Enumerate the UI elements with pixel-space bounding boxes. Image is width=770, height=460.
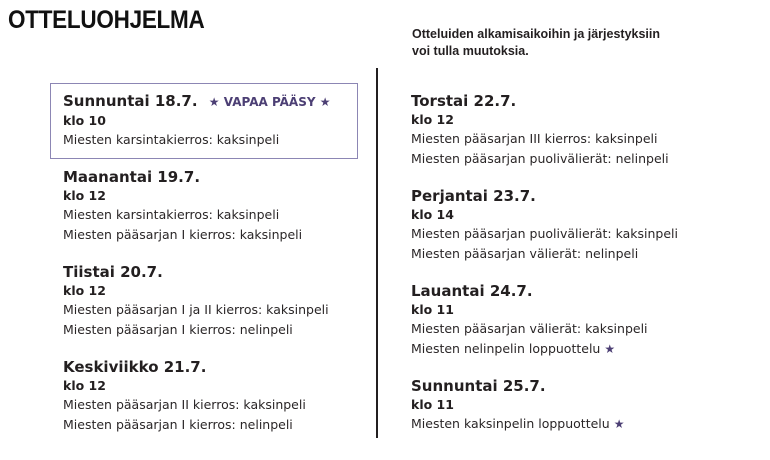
match-item-label: Miesten kaksinpelin loppuottelu bbox=[411, 416, 610, 431]
day-block bbox=[411, 281, 751, 359]
day-date: Sunnuntai 18.7. bbox=[63, 92, 198, 110]
match-item: Miesten pääsarjan III kierros: kaksinpeli bbox=[411, 131, 658, 146]
match-item: Miesten pääsarjan välierät: nelinpeli bbox=[411, 246, 639, 261]
match-item: Miesten pääsarjan I kierros: nelinpeli bbox=[63, 322, 293, 337]
day-time: klo 12 bbox=[63, 378, 106, 393]
day-block bbox=[63, 262, 363, 340]
day-heading: Perjantai 23.7. bbox=[411, 187, 536, 205]
day-heading: Tiistai 20.7. bbox=[63, 263, 163, 281]
match-item: Miesten pääsarjan I kierros: nelinpeli bbox=[63, 417, 293, 432]
match-item: Miesten pääsarjan välierät: kaksinpeli bbox=[411, 321, 648, 336]
match-item: Miesten pääsarjan I ja II kierros: kaksinpeli bbox=[63, 302, 329, 317]
page-title: OTTELUOHJELMA bbox=[8, 6, 205, 34]
day-heading: Maanantai 19.7. bbox=[63, 168, 201, 186]
day-time: klo 11 bbox=[411, 397, 454, 412]
star-icon: ★ bbox=[604, 342, 616, 356]
schedule-column-left bbox=[63, 91, 363, 452]
day-time: klo 14 bbox=[411, 207, 454, 222]
day-block bbox=[63, 167, 363, 245]
match-item: Miesten pääsarjan I kierros: kaksinpeli bbox=[63, 227, 303, 242]
day-heading: Lauantai 24.7. bbox=[411, 282, 533, 300]
match-item: Miesten pääsarjan puolivälierät: nelinpeli bbox=[411, 151, 669, 166]
match-item: Miesten pääsarjan puolivälierät: kaksinpeli bbox=[411, 226, 678, 241]
day-heading: Torstai 22.7. bbox=[411, 92, 517, 110]
day-time: klo 12 bbox=[63, 283, 106, 298]
star-icon: ★ bbox=[319, 95, 331, 109]
free-entry-badge bbox=[209, 95, 331, 109]
day-block bbox=[411, 376, 751, 434]
day-block bbox=[63, 357, 363, 435]
day-time: klo 12 bbox=[411, 112, 454, 127]
match-item: Miesten pääsarjan II kierros: kaksinpeli bbox=[63, 397, 306, 412]
schedule-column-right bbox=[411, 91, 751, 451]
match-item bbox=[411, 339, 751, 359]
day-heading: Keskiviikko 21.7. bbox=[63, 358, 207, 376]
column-divider bbox=[376, 68, 378, 438]
day-time: klo 11 bbox=[411, 302, 454, 317]
day-block bbox=[411, 91, 751, 169]
day-heading bbox=[63, 91, 363, 112]
match-item: Miesten karsintakierros: kaksinpeli bbox=[63, 132, 280, 147]
match-item-label: Miesten nelinpelin loppuottelu bbox=[411, 341, 601, 356]
match-item: Miesten karsintakierros: kaksinpeli bbox=[63, 207, 280, 222]
day-block bbox=[63, 91, 363, 150]
schedule-notice: Otteluiden alkamisaikoihin ja järjestyksiin voi tulla muutoksia. bbox=[412, 27, 661, 58]
day-time: klo 10 bbox=[63, 113, 106, 128]
star-icon: ★ bbox=[208, 95, 220, 109]
star-icon: ★ bbox=[613, 417, 625, 431]
free-entry-label: VAPAA PÄÄSY bbox=[223, 95, 316, 109]
day-block bbox=[411, 186, 751, 264]
match-item bbox=[411, 414, 751, 434]
day-time: klo 12 bbox=[63, 188, 106, 203]
day-heading: Sunnuntai 25.7. bbox=[411, 377, 546, 395]
